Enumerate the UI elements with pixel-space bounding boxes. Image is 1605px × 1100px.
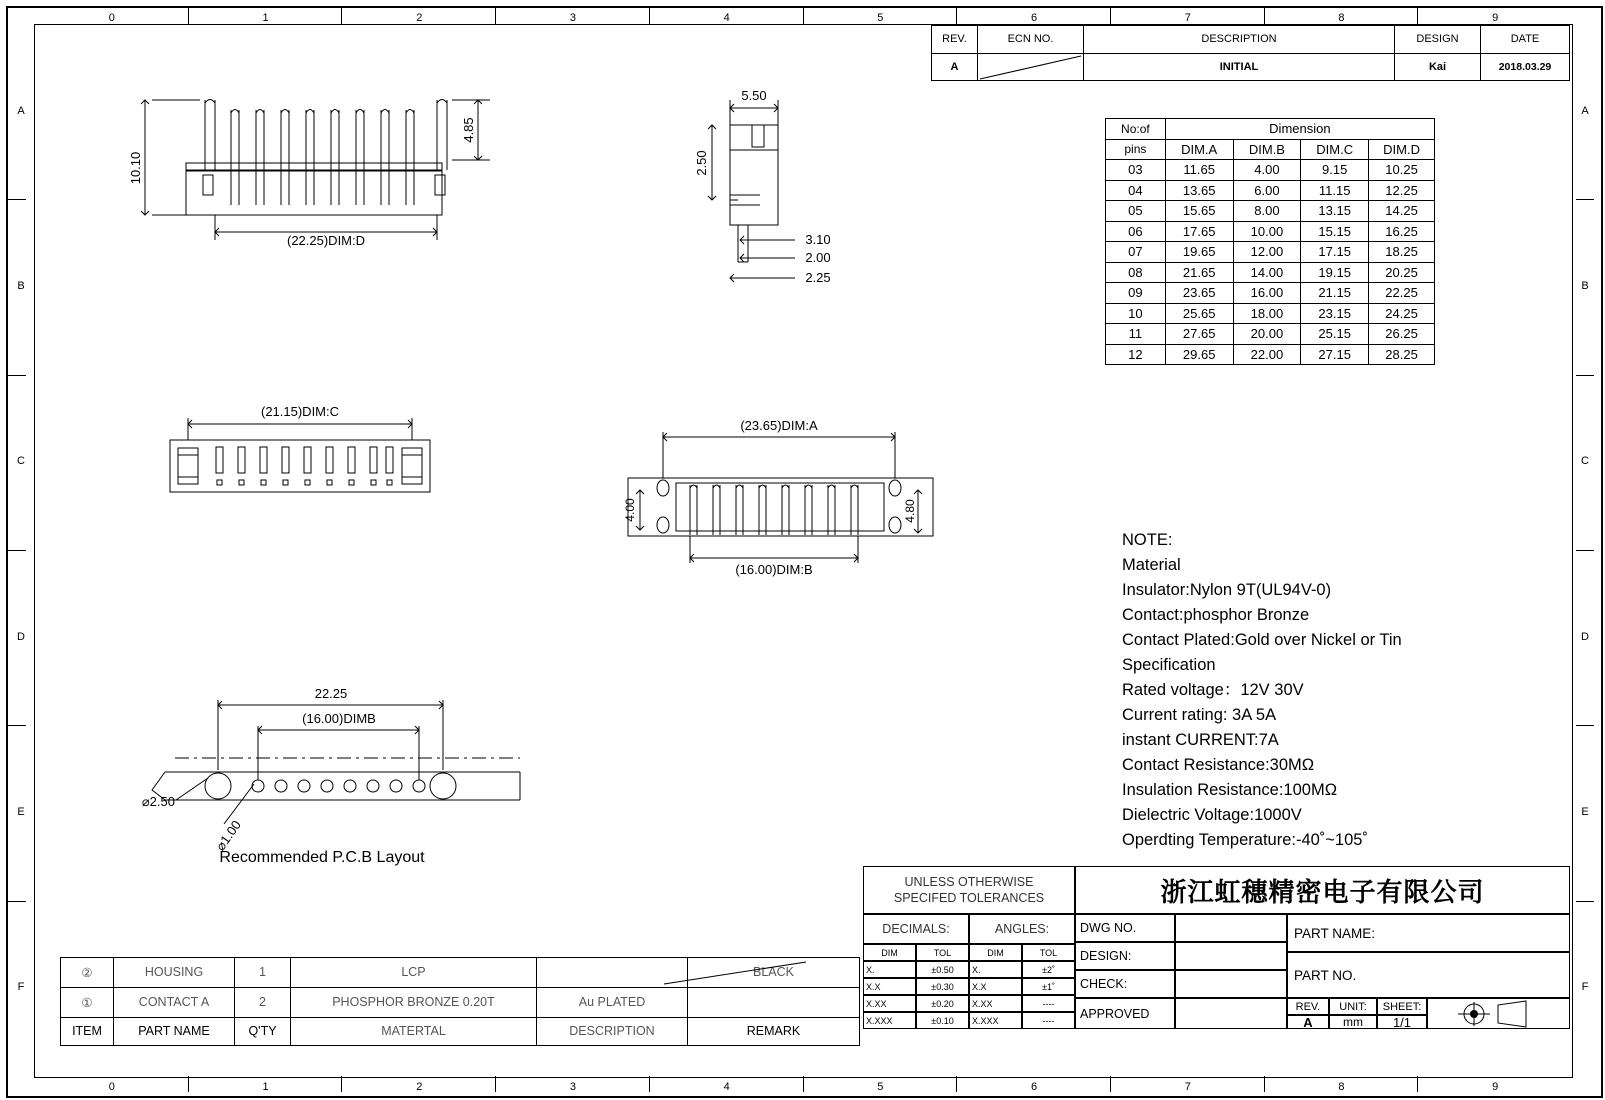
dim-top-inner: (16.00)DIM:B <box>735 562 813 577</box>
zone-tick <box>188 1076 189 1092</box>
dimtable-header-d: DIM.D <box>1369 139 1435 160</box>
cell-b: 16.00 <box>1233 283 1301 304</box>
zone-tick <box>803 8 804 24</box>
zone-tick <box>956 1076 957 1092</box>
check-label: CHECK: <box>1075 970 1175 998</box>
cell-b: 22.00 <box>1233 344 1301 365</box>
rev-header-rev: REV. <box>932 26 978 54</box>
bom-material: LCP <box>291 958 537 988</box>
zone-row-A: A <box>17 104 25 117</box>
bom-remark <box>688 987 860 1017</box>
tol-head-dim1: DIM <box>863 944 916 961</box>
dimtable-header-b: DIM.B <box>1233 139 1301 160</box>
bom-header-description: DESCRIPTION <box>537 1017 688 1045</box>
zone-column-4: 4 <box>723 1081 730 1093</box>
design-value <box>1175 942 1287 970</box>
notes-line: Specification <box>1122 656 1216 674</box>
dim-side-left: 2.50 <box>694 150 709 176</box>
cell-b: 4.00 <box>1233 160 1301 181</box>
dim-top-left: 4.00 <box>623 498 637 522</box>
pcb-caption: Recommended P.C.B Layout <box>219 849 425 866</box>
cell-b: 6.00 <box>1233 180 1301 201</box>
cell-b: 18.00 <box>1233 303 1301 324</box>
table-row <box>61 1017 860 1045</box>
cell-c: 27.15 <box>1301 344 1369 365</box>
cell-a: 15.65 <box>1165 201 1233 222</box>
cell-a: 25.65 <box>1165 303 1233 324</box>
zone-column-7: 7 <box>1184 12 1191 24</box>
tol-row-tol: ±0.30 <box>916 978 969 995</box>
bottom-view <box>170 404 430 492</box>
cell-d: 24.25 <box>1369 303 1435 324</box>
zone-tick <box>8 375 26 376</box>
decimals-label: DECIMALS: <box>863 914 969 944</box>
zone-tick <box>1576 725 1594 726</box>
notes-line: Operdting Temperature:-40˚~105˚ <box>1122 831 1368 849</box>
zone-column-1: 1 <box>262 12 269 24</box>
cell-pins: 12 <box>1106 344 1166 365</box>
tol-row-dim2: X.X <box>969 978 1022 995</box>
dim-side-c: 2.25 <box>805 270 831 285</box>
tol-row-tol2: ---- <box>1022 995 1075 1012</box>
tol-row-dim2: X.XXX <box>969 1012 1022 1029</box>
unit-value: mm <box>1329 1015 1377 1029</box>
top-view <box>623 418 933 577</box>
cell-c: 11.15 <box>1301 180 1369 201</box>
cell-a: 19.65 <box>1165 242 1233 263</box>
cell-d: 10.25 <box>1369 160 1435 181</box>
dim-side-a: 3.10 <box>805 232 831 247</box>
notes-line: Contact Resistance:30MΩ <box>1122 756 1315 774</box>
dim-front-right: 4.85 <box>461 117 476 143</box>
zone-column-5: 5 <box>877 12 884 24</box>
zone-row-D: D <box>1581 630 1589 643</box>
notes-line: Rated voltage：12V 30V <box>1122 681 1304 699</box>
dimtable-header-c: DIM.C <box>1301 139 1369 160</box>
rev-row-description: INITIAL <box>1084 53 1395 81</box>
zone-tick <box>1264 1076 1265 1092</box>
notes-title: NOTE: <box>1122 531 1173 549</box>
zone-column-5: 5 <box>877 1081 884 1093</box>
notes-line: Current rating: 3A 5A <box>1122 706 1277 724</box>
cell-a: 23.65 <box>1165 283 1233 304</box>
cell-d: 16.25 <box>1369 221 1435 242</box>
dim-pcb-outer: 22.25 <box>314 686 348 701</box>
zone-tick <box>649 1076 650 1092</box>
zone-tick <box>341 8 342 24</box>
zone-row-B: B <box>17 280 25 292</box>
notes-line: Insulation Resistance:100MΩ <box>1122 781 1338 799</box>
first-angle-projection-icon <box>1454 1001 1544 1027</box>
zone-column-6: 6 <box>1030 12 1038 24</box>
zone-tick <box>1576 199 1594 200</box>
zone-tick <box>1264 8 1265 24</box>
zone-column-3: 3 <box>569 1081 576 1093</box>
cell-c: 9.15 <box>1301 160 1369 181</box>
part-no-label: PART NO. <box>1287 952 1570 998</box>
dim-front-width: (22.25)DIM:D <box>286 233 366 248</box>
bom-header-part-name: PART NAME <box>114 1017 235 1045</box>
dimtable-title-pins: pins <box>1106 139 1166 160</box>
cell-c: 25.15 <box>1301 324 1369 345</box>
cell-c: 17.15 <box>1301 242 1369 263</box>
dim-bottom-width: (21.15)DIM:C <box>260 404 340 419</box>
tol-row-tol2: ±2˚ <box>1022 961 1075 978</box>
zone-row-A: A <box>1581 104 1589 117</box>
dim-pcb-hole-big: ⌀2.50 <box>141 794 175 809</box>
rev-row-date: 2018.03.29 <box>1481 53 1570 81</box>
notes-line: Contact:phosphor Bronze <box>1122 606 1310 624</box>
dimtable-title-dimension: Dimension <box>1165 119 1434 140</box>
side-view <box>694 88 831 285</box>
cell-c: 23.15 <box>1301 303 1369 324</box>
cell-pins: 10 <box>1106 303 1166 324</box>
zone-column-1: 1 <box>262 1081 269 1093</box>
cell-b: 12.00 <box>1233 242 1301 263</box>
zone-row-C: C <box>17 455 25 468</box>
part-name-label: PART NAME: <box>1287 914 1570 952</box>
cell-b: 8.00 <box>1233 201 1301 222</box>
zone-row-F: F <box>17 981 25 994</box>
zone-column-0: 0 <box>108 12 115 24</box>
cell-b: 14.00 <box>1233 262 1301 283</box>
zone-tick <box>1110 8 1111 24</box>
design-label: DESIGN: <box>1075 942 1175 970</box>
bom-part-name: HOUSING <box>114 958 235 988</box>
zone-column-2: 2 <box>416 12 423 24</box>
zone-column-9: 9 <box>1492 12 1499 24</box>
approved-value <box>1175 998 1287 1029</box>
zone-row-D: D <box>17 630 25 643</box>
bom-item: ② <box>61 958 114 988</box>
cell-c: 19.15 <box>1301 262 1369 283</box>
cell-pins: 11 <box>1106 324 1166 345</box>
cell-c: 13.15 <box>1301 201 1369 222</box>
cell-a: 27.65 <box>1165 324 1233 345</box>
check-value <box>1175 970 1287 998</box>
tol-row-dim2: X.XX <box>969 995 1022 1012</box>
rev-header-description: DESCRIPTION <box>1084 26 1395 54</box>
zone-column-8: 8 <box>1338 12 1345 24</box>
zone-column-7: 7 <box>1184 1081 1191 1093</box>
tol-head-dim2: DIM <box>969 944 1022 961</box>
projection-symbol <box>1427 998 1570 1029</box>
rev-label: REV. <box>1287 998 1329 1015</box>
unit-label: UNIT: <box>1329 998 1377 1015</box>
cell-d: 22.25 <box>1369 283 1435 304</box>
zone-tick <box>8 725 26 726</box>
bom-empty-slash <box>660 958 810 988</box>
dim-front-height: 10.10 <box>128 151 143 185</box>
tol-head-tol2: TOL <box>1022 944 1075 961</box>
title-block <box>863 866 1570 1046</box>
zone-row-C: C <box>1581 455 1589 468</box>
rev-header-date: DATE <box>1481 26 1570 54</box>
cell-pins: 08 <box>1106 262 1166 283</box>
cell-pins: 04 <box>1106 180 1166 201</box>
zone-row-E: E <box>17 806 25 818</box>
notes-line: Insulator:Nylon 9T(UL94V-0) <box>1122 581 1332 599</box>
zone-tick <box>8 550 26 551</box>
zone-tick <box>1576 375 1594 376</box>
cell-pins: 09 <box>1106 283 1166 304</box>
zone-column-2: 2 <box>416 1081 423 1093</box>
cell-c: 15.15 <box>1301 221 1369 242</box>
bom-header-material: MATERTAL <box>291 1017 537 1045</box>
angles-label: ANGLES: <box>969 914 1075 944</box>
front-view <box>128 100 490 249</box>
zone-tick <box>188 8 189 24</box>
bom-header-qty: Q'TY <box>235 1017 291 1045</box>
cell-pins: 06 <box>1106 221 1166 242</box>
zone-tick <box>1576 550 1594 551</box>
dim-pcb-hole-small: ⌀1.00 <box>212 817 244 854</box>
notes-line: instant CURRENT:7A <box>1122 731 1279 749</box>
tol-row-dim: X.XX <box>863 995 916 1012</box>
zone-column-3: 3 <box>569 12 576 24</box>
zone-tick <box>649 8 650 24</box>
zone-tick <box>495 8 496 24</box>
zone-tick <box>8 199 26 200</box>
zone-tick <box>1110 1076 1111 1092</box>
cell-d: 12.25 <box>1369 180 1435 201</box>
tol-row-dim2: X. <box>969 961 1022 978</box>
zone-row-E: E <box>1581 806 1589 818</box>
rev-header-ecn: ECN NO. <box>978 26 1084 54</box>
company-name: 浙江虹穗精密电子有限公司 <box>1075 866 1570 914</box>
tol-row-tol: ±0.50 <box>916 961 969 978</box>
cell-pins: 05 <box>1106 201 1166 222</box>
cell-c: 21.15 <box>1301 283 1369 304</box>
bom-qty: 1 <box>235 958 291 988</box>
cell-a: 29.65 <box>1165 344 1233 365</box>
tol-head-tol1: TOL <box>916 944 969 961</box>
dim-top-width: (23.65)DIM:A <box>740 418 818 433</box>
zone-column-6: 6 <box>1030 1081 1038 1093</box>
cell-pins: 07 <box>1106 242 1166 263</box>
bom-header-item: ITEM <box>61 1017 114 1045</box>
zone-tick <box>8 901 26 902</box>
tolerance-note-line1: UNLESS OTHERWISE <box>904 875 1034 889</box>
cell-d: 20.25 <box>1369 262 1435 283</box>
tol-row-tol2: ---- <box>1022 1012 1075 1029</box>
pcb-layout-view <box>142 686 520 866</box>
zone-tick <box>1417 1076 1418 1092</box>
tol-row-tol2: ±1˚ <box>1022 978 1075 995</box>
notes-line: Material <box>1122 556 1181 574</box>
rev-value: A <box>1287 1015 1329 1029</box>
table-row <box>61 987 860 1017</box>
cell-b: 20.00 <box>1233 324 1301 345</box>
cell-d: 26.25 <box>1369 324 1435 345</box>
zone-row-B: B <box>1581 280 1589 292</box>
rev-row-rev: A <box>932 53 978 81</box>
dimtable-title-left: No:of <box>1106 119 1166 140</box>
tolerance-note-line2: SPECIFED TOLERANCES <box>893 891 1045 905</box>
zone-tick <box>803 1076 804 1092</box>
rev-row-design: Kai <box>1395 53 1481 81</box>
bom-description: Au PLATED <box>537 987 688 1017</box>
dim-pcb-inner: (16.00)DIMB <box>302 711 376 726</box>
cell-d: 14.25 <box>1369 201 1435 222</box>
zone-column-9: 9 <box>1492 1081 1499 1093</box>
bom-remark: BLACK <box>688 958 860 988</box>
tol-row-dim: X.XXX <box>863 1012 916 1029</box>
cell-a: 21.65 <box>1165 262 1233 283</box>
cell-d: 28.25 <box>1369 344 1435 365</box>
dwg-no-value <box>1175 914 1287 942</box>
approved-label: APPROVED <box>1075 998 1175 1029</box>
dim-side-b: 2.00 <box>805 250 831 265</box>
tol-row-tol: ±0.10 <box>916 1012 969 1029</box>
zone-tick <box>956 8 957 24</box>
zone-column-0: 0 <box>108 1081 115 1093</box>
dwg-no-label: DWG NO. <box>1075 914 1175 942</box>
notes-line: Contact Plated:Gold over Nickel or Tin <box>1122 631 1402 649</box>
tol-row-tol: ±0.20 <box>916 995 969 1012</box>
dim-side-top: 5.50 <box>741 88 767 103</box>
zone-column-4: 4 <box>723 12 730 24</box>
zone-row-F: F <box>1581 981 1589 994</box>
cell-a: 17.65 <box>1165 221 1233 242</box>
tol-row-dim: X.X <box>863 978 916 995</box>
zone-column-8: 8 <box>1338 1081 1345 1093</box>
bom-item: ① <box>61 987 114 1017</box>
zone-tick <box>341 1076 342 1092</box>
bom-header-remark: REMARK <box>688 1017 860 1045</box>
cell-a: 13.65 <box>1165 180 1233 201</box>
rev-header-design: DESIGN <box>1395 26 1481 54</box>
sheet-label: SHEET: <box>1377 998 1427 1015</box>
bom-part-name: CONTACT A <box>114 987 235 1017</box>
notes-line: Dielectric Voltage:1000V <box>1122 806 1302 824</box>
bom-material: PHOSPHOR BRONZE 0.20T <box>291 987 537 1017</box>
cell-d: 18.25 <box>1369 242 1435 263</box>
zone-tick <box>495 1076 496 1092</box>
zone-tick <box>1417 8 1418 24</box>
cell-pins: 03 <box>1106 160 1166 181</box>
zone-tick <box>1576 901 1594 902</box>
tolerance-note <box>863 866 1075 914</box>
cell-b: 10.00 <box>1233 221 1301 242</box>
tol-row-dim: X. <box>863 961 916 978</box>
cell-a: 11.65 <box>1165 160 1233 181</box>
bom-qty: 2 <box>235 987 291 1017</box>
dimtable-header-a: DIM.A <box>1165 139 1233 160</box>
sheet-value: 1/1 <box>1377 1015 1427 1029</box>
dim-top-right: 4.80 <box>903 499 917 523</box>
